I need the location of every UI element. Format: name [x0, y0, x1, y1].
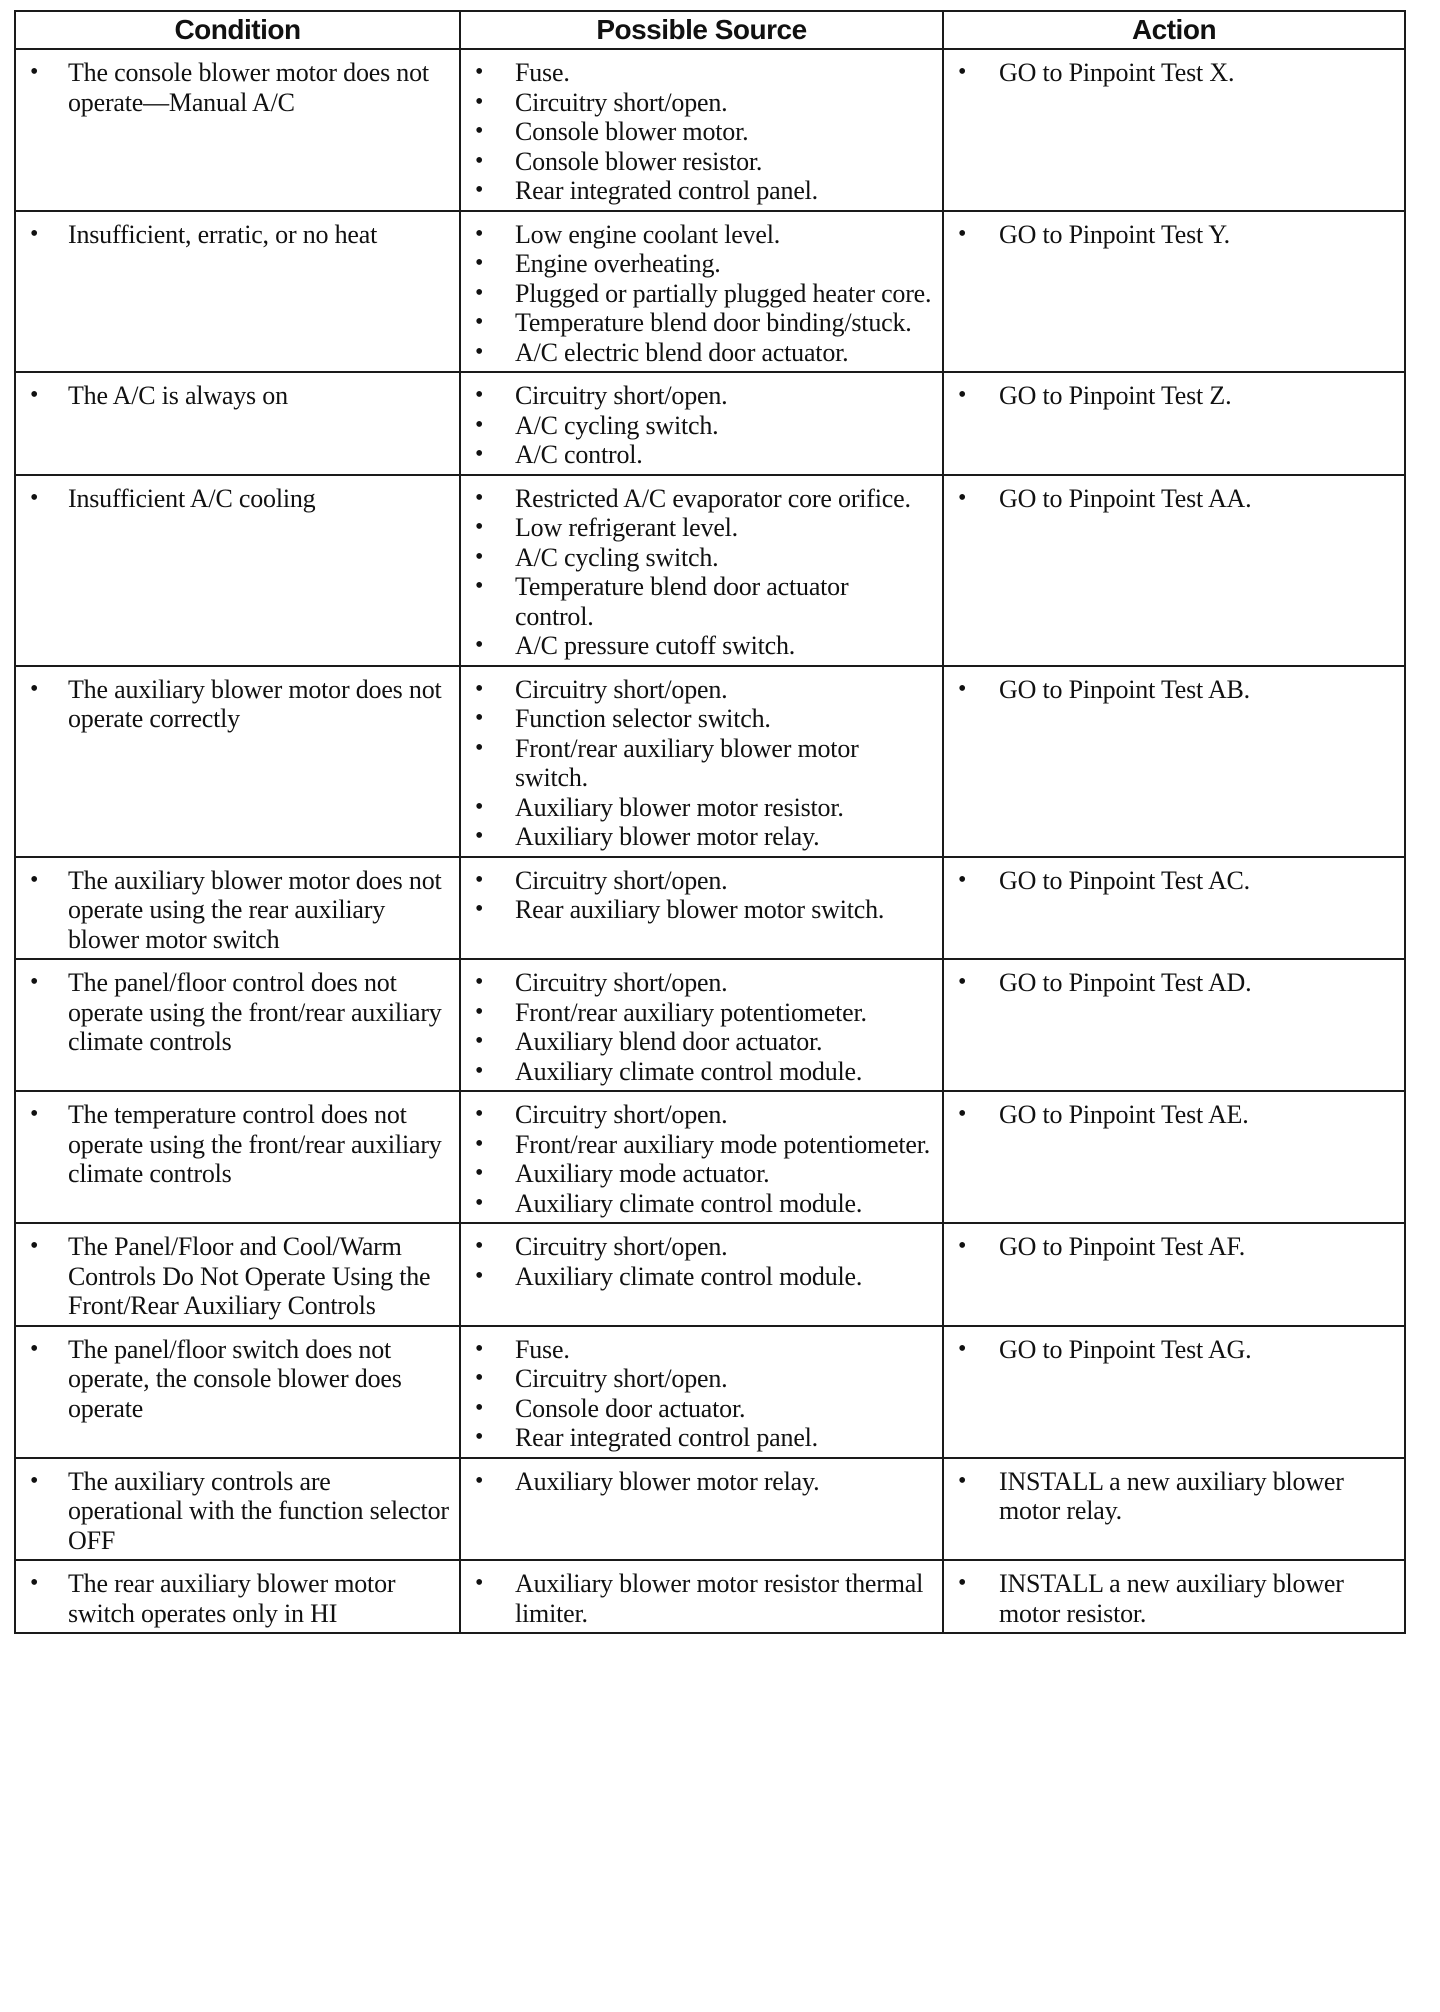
action-cell: [943, 49, 1405, 211]
action-text: • INSTALL a new auxiliary blower motor resistor.: [944, 1569, 1394, 1628]
possible-source-item: • Console door actuator.: [461, 1394, 932, 1424]
possible-source-item: • Engine overheating.: [461, 249, 932, 279]
possible-source-item: • Auxiliary blower motor relay.: [461, 822, 932, 852]
table-row: [15, 1458, 1405, 1561]
condition-text: • Insufficient A/C cooling: [16, 484, 449, 514]
condition-text: • Insufficient, erratic, or no heat: [16, 220, 449, 250]
possible-source-item: • Rear integrated control panel.: [461, 176, 932, 206]
condition-cell: [15, 857, 460, 960]
condition-text: • The console blower motor does not operate—Manual A/C: [16, 58, 449, 117]
possible-source-item: • Circuitry short/open.: [461, 1232, 932, 1262]
condition-text: • The temperature control does not operate using the front/rear auxiliary climate controls: [16, 1100, 449, 1189]
possible-source-cell: [460, 211, 943, 373]
possible-source-item: • Auxiliary climate control module.: [461, 1262, 932, 1292]
possible-source-cell: [460, 372, 943, 475]
possible-source-item: • A/C cycling switch.: [461, 543, 932, 573]
action-text: • GO to Pinpoint Test Z.: [944, 381, 1394, 411]
table-row: [15, 1091, 1405, 1223]
action-cell: [943, 959, 1405, 1091]
table-body: [15, 49, 1405, 1633]
possible-source-cell: [460, 1326, 943, 1458]
table-row: [15, 959, 1405, 1091]
diagnosis-table: [14, 10, 1406, 1634]
table-row: [15, 666, 1405, 857]
action-text: • INSTALL a new auxiliary blower motor relay.: [944, 1467, 1394, 1526]
action-text: • GO to Pinpoint Test AA.: [944, 484, 1394, 514]
possible-source-item: • Circuitry short/open.: [461, 381, 932, 411]
condition-cell: [15, 1091, 460, 1223]
possible-source-item: • Plugged or partially plugged heater core.: [461, 279, 932, 309]
possible-source-cell: [460, 857, 943, 960]
possible-source-cell: [460, 1091, 943, 1223]
action-text: • GO to Pinpoint Test AG.: [944, 1335, 1394, 1365]
condition-cell: [15, 372, 460, 475]
action-cell: [943, 666, 1405, 857]
action-cell: [943, 211, 1405, 373]
possible-source-item: • Fuse.: [461, 58, 932, 88]
possible-source-item: • Low engine coolant level.: [461, 220, 932, 250]
possible-source-item: • Front/rear auxiliary blower motor switch.: [461, 734, 932, 793]
action-cell: [943, 1326, 1405, 1458]
possible-source-item: • Low refrigerant level.: [461, 513, 932, 543]
action-cell: [943, 475, 1405, 666]
table-row: [15, 49, 1405, 211]
condition-cell: [15, 1326, 460, 1458]
action-cell: [943, 1458, 1405, 1561]
possible-source-cell: [460, 1560, 943, 1633]
possible-source-item: • Auxiliary blower motor relay.: [461, 1467, 932, 1497]
table-row: [15, 1560, 1405, 1633]
action-cell: [943, 857, 1405, 960]
possible-source-cell: [460, 666, 943, 857]
action-text: • GO to Pinpoint Test X.: [944, 58, 1394, 88]
action-text: • GO to Pinpoint Test AD.: [944, 968, 1394, 998]
possible-source-item: • Auxiliary climate control module.: [461, 1057, 932, 1087]
possible-source-cell: [460, 959, 943, 1091]
possible-source-item: • Auxiliary blend door actuator.: [461, 1027, 932, 1057]
condition-text: • The rear auxiliary blower motor switch operates only in HI: [16, 1569, 449, 1628]
possible-source-item: • Temperature blend door actuator control.: [461, 572, 932, 631]
possible-source-item: • Circuitry short/open.: [461, 968, 932, 998]
condition-cell: [15, 49, 460, 211]
possible-source-item: • A/C electric blend door actuator.: [461, 338, 932, 368]
possible-source-item: • Restricted A/C evaporator core orifice.: [461, 484, 932, 514]
condition-cell: [15, 1458, 460, 1561]
table-row: [15, 1326, 1405, 1458]
table-row: [15, 372, 1405, 475]
possible-source-cell: [460, 1223, 943, 1326]
condition-header: Condition: [15, 11, 460, 49]
condition-text: • The panel/floor switch does not operate, the console blower does operate: [16, 1335, 449, 1424]
possible-source-header: Possible Source: [460, 11, 943, 49]
possible-source-item: • Circuitry short/open.: [461, 1364, 932, 1394]
possible-source-cell: [460, 475, 943, 666]
possible-source-item: • Auxiliary blower motor resistor.: [461, 793, 932, 823]
possible-source-item: • Circuitry short/open.: [461, 88, 932, 118]
condition-text: • The auxiliary controls are operational with the function selector OFF: [16, 1467, 449, 1556]
possible-source-item: • Rear integrated control panel.: [461, 1423, 932, 1453]
possible-source-item: • Temperature blend door binding/stuck.: [461, 308, 932, 338]
condition-cell: [15, 959, 460, 1091]
condition-text: • The auxiliary blower motor does not operate correctly: [16, 675, 449, 734]
condition-cell: [15, 211, 460, 373]
possible-source-item: • Fuse.: [461, 1335, 932, 1365]
possible-source-item: • A/C pressure cutoff switch.: [461, 631, 932, 661]
table-row: [15, 857, 1405, 960]
possible-source-item: • Function selector switch.: [461, 704, 932, 734]
condition-cell: [15, 475, 460, 666]
possible-source-item: • Console blower motor.: [461, 117, 932, 147]
possible-source-item: • Auxiliary blower motor resistor thermal limiter.: [461, 1569, 932, 1628]
action-text: • GO to Pinpoint Test Y.: [944, 220, 1394, 250]
action-text: • GO to Pinpoint Test AF.: [944, 1232, 1394, 1262]
possible-source-item: • Auxiliary climate control module.: [461, 1189, 932, 1219]
header-row: [15, 11, 1405, 49]
action-text: • GO to Pinpoint Test AE.: [944, 1100, 1394, 1130]
table-row: [15, 211, 1405, 373]
possible-source-item: • Auxiliary mode actuator.: [461, 1159, 932, 1189]
possible-source-item: • Circuitry short/open.: [461, 675, 932, 705]
condition-cell: [15, 1560, 460, 1633]
condition-text: • The auxiliary blower motor does not operate using the rear auxiliary blower motor switch: [16, 866, 449, 955]
action-text: • GO to Pinpoint Test AB.: [944, 675, 1394, 705]
condition-text: • The Panel/Floor and Cool/Warm Controls Do Not Operate Using the Front/Rear Auxiliary Controls: [16, 1232, 449, 1321]
possible-source-item: • Circuitry short/open.: [461, 866, 932, 896]
action-cell: [943, 1560, 1405, 1633]
possible-source-item: • A/C control.: [461, 440, 932, 470]
action-cell: [943, 372, 1405, 475]
action-cell: [943, 1091, 1405, 1223]
possible-source-item: • A/C cycling switch.: [461, 411, 932, 441]
action-text: • GO to Pinpoint Test AC.: [944, 866, 1394, 896]
possible-source-item: • Console blower resistor.: [461, 147, 932, 177]
condition-cell: [15, 666, 460, 857]
action-header: Action: [943, 11, 1405, 49]
table-row: [15, 475, 1405, 666]
condition-text: • The A/C is always on: [16, 381, 449, 411]
possible-source-item: • Rear auxiliary blower motor switch.: [461, 895, 932, 925]
table-row: [15, 1223, 1405, 1326]
possible-source-item: • Circuitry short/open.: [461, 1100, 932, 1130]
possible-source-item: • Front/rear auxiliary mode potentiometer.: [461, 1130, 932, 1160]
possible-source-cell: [460, 49, 943, 211]
action-cell: [943, 1223, 1405, 1326]
symptom-chart: [14, 10, 1404, 1634]
condition-text: • The panel/floor control does not operate using the front/rear auxiliary climate controls: [16, 968, 449, 1057]
possible-source-cell: [460, 1458, 943, 1561]
condition-cell: [15, 1223, 460, 1326]
possible-source-item: • Front/rear auxiliary potentiometer.: [461, 998, 932, 1028]
